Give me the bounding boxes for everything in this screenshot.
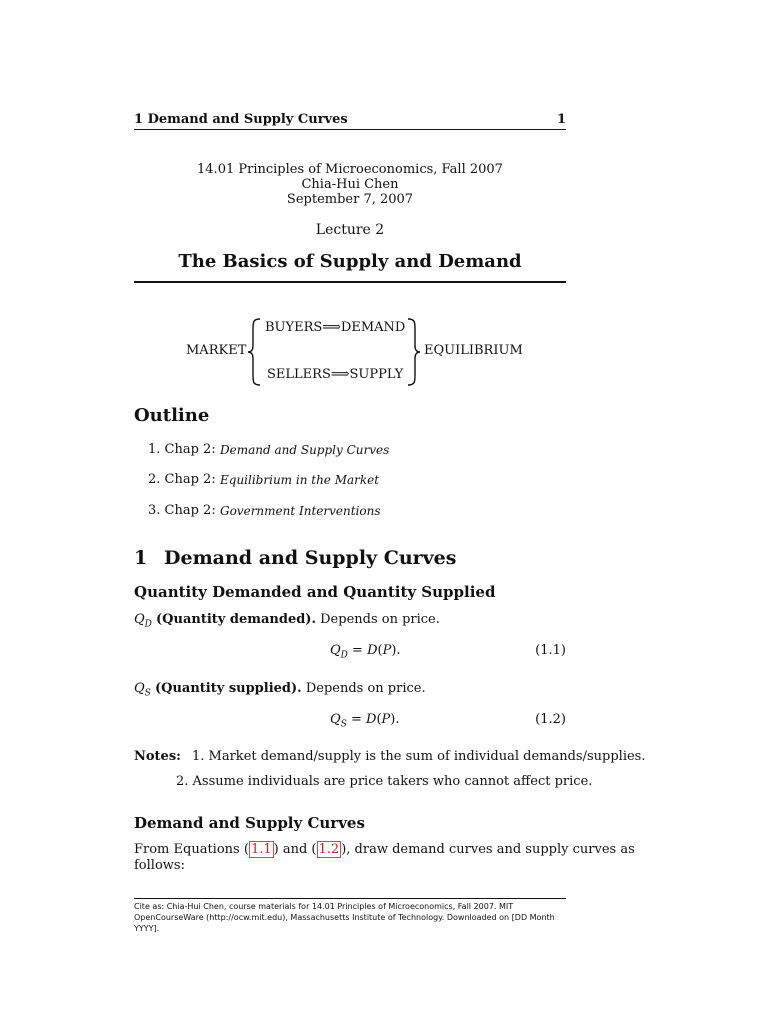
title-rule: [134, 281, 566, 283]
footnote-line: OpenCourseWare (http://ocw.mit.edu), Massachusetts Institute of Technology. Downloaded on [DD Month: [134, 913, 555, 922]
subsection-heading: Demand and Supply Curves: [134, 814, 365, 832]
market-label: MARKET: [186, 343, 247, 358]
outline-item-label: 2. Chap 2:: [148, 472, 216, 487]
subsection-heading: Quantity Demanded and Quantity Supplied: [134, 583, 496, 601]
paragraph-text: and: [282, 842, 308, 857]
running-head: [134, 112, 566, 127]
header-rule: [134, 129, 566, 130]
implies-arrow: ⟹: [330, 367, 350, 382]
qd-description: Depends on price.: [320, 612, 440, 627]
paragraph-text: draw demand curves and supply curves as: [354, 842, 635, 857]
footnote-line: YYYY].: [134, 924, 160, 933]
paragraph-continuation: follows:: [134, 858, 185, 873]
lecture-meta: [134, 162, 566, 207]
outline-item: [148, 472, 380, 487]
outline-item-label: 1. Chap 2:: [148, 442, 216, 457]
equation-number: (1.1): [535, 643, 566, 658]
right-brace: [406, 318, 422, 386]
equation-link[interactable]: 1.2: [318, 842, 340, 857]
buyers-label: BUYERS: [265, 320, 323, 335]
running-head-title: 1 Demand and Supply Curves: [134, 112, 348, 127]
course-name: 14.01 Principles of Microeconomics, Fall 2007: [197, 162, 503, 177]
outline-item-topic: Equilibrium in the Market: [220, 473, 380, 487]
quantity-demanded-definition: $Q_D$ (Quantity demanded). Depends on price.: [134, 612, 440, 630]
qs-description: Depends on price.: [305, 681, 426, 696]
lecture-number: Lecture 2: [315, 222, 385, 238]
lecture-date: September 7, 2007: [286, 192, 414, 207]
market-diagram: [180, 316, 540, 388]
equation-number: (1.2): [535, 712, 566, 727]
demand-label: DEMAND: [340, 320, 406, 335]
supply-label: SUPPLY: [349, 367, 404, 382]
outline-item-label: 3. Chap 2:: [148, 503, 216, 518]
equation-body: $Q_D = D(P)$.: [330, 643, 401, 661]
sellers-label: SELLERS: [267, 367, 331, 382]
section-title: Demand and Supply Curves: [164, 547, 457, 569]
page-number: 1: [556, 112, 566, 127]
outline-item-topic: Demand and Supply Curves: [220, 443, 390, 457]
buyers-demand-line: [265, 320, 405, 335]
sellers-supply-line: [267, 367, 403, 382]
citation-footnote: [134, 901, 566, 934]
outline-item-topic: Government Interventions: [220, 504, 381, 518]
outline-item: [148, 442, 390, 457]
section-number: 1: [134, 547, 148, 569]
note-item: 2. Assume individuals are price takers who cannot affect price.: [176, 774, 593, 789]
qd-term: (Quantity demanded).: [156, 612, 316, 627]
paragraph-text: From Equations: [134, 842, 240, 857]
footnote-rule: [134, 898, 566, 899]
outline-heading: Outline: [134, 405, 210, 426]
author-name: Chia-Hui Chen: [301, 177, 399, 192]
outline-item: [148, 503, 381, 518]
page-title: The Basics of Supply and Demand: [178, 251, 522, 272]
left-brace: [246, 318, 262, 386]
note-item: 1. Market demand/supply is the sum of individual demands/supplies.: [192, 749, 646, 764]
footnote-line: Cite as: Chia-Hui Chen, course materials for 14.01 Principles of Microeconomics, Fall 2007. MIT: [134, 902, 514, 911]
equilibrium-label: EQUILIBRIUM: [424, 343, 523, 358]
notes-label: Notes:: [134, 749, 181, 764]
equation-link[interactable]: 1.1: [250, 842, 272, 857]
implies-arrow: ⟹: [322, 320, 341, 335]
qs-term: (Quantity supplied).: [154, 681, 302, 696]
section-heading: [134, 547, 456, 569]
paragraph: From Equations ( 1.1 ) and ( 1.2 ), draw demand curves and supply curves as: [134, 842, 635, 857]
equation-body: $Q_S = D(P)$.: [330, 712, 400, 730]
quantity-supplied-definition: $Q_S$ (Quantity supplied). Depends on price.: [134, 681, 426, 699]
